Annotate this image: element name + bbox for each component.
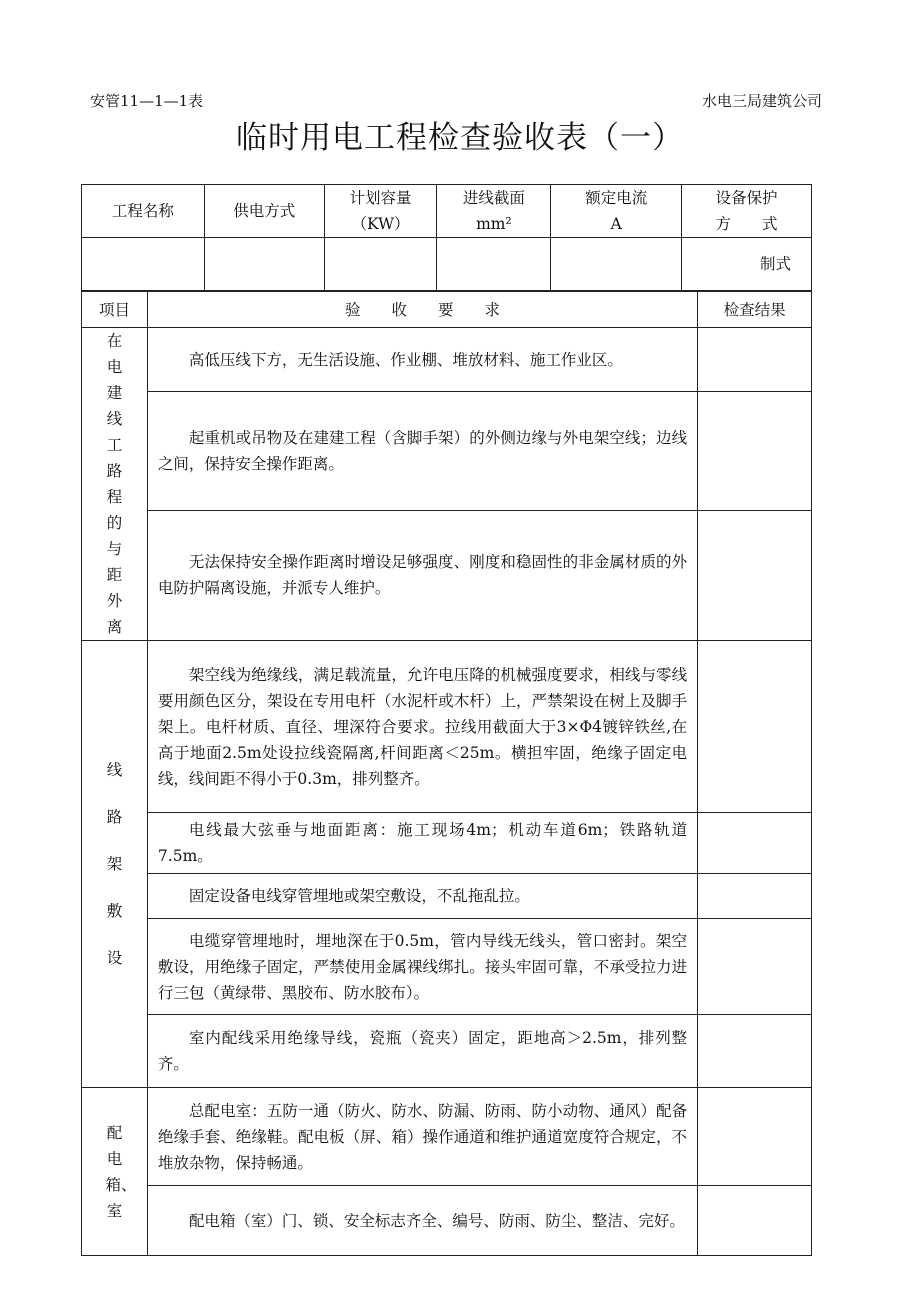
value-rated-current[interactable] — [551, 238, 682, 291]
header-cross-section-unit: mm² — [476, 215, 512, 233]
result-cell[interactable] — [698, 874, 812, 919]
header-cross-section — [437, 185, 551, 238]
col-result-header: 检查结果 — [698, 292, 812, 328]
col-item-header: 项目 — [82, 292, 148, 328]
requirement-row — [147, 874, 697, 919]
header-rated-current-unit: A — [610, 215, 622, 233]
result-cell[interactable] — [698, 328, 812, 392]
header-protection-label-2: 方 式 — [715, 215, 778, 233]
requirement-row — [147, 1088, 697, 1186]
value-protection[interactable]: 制式 — [682, 238, 812, 291]
value-capacity[interactable] — [324, 238, 437, 291]
value-project-name[interactable] — [82, 238, 205, 291]
project-info-table — [81, 184, 812, 291]
header-project-name: 工程名称 — [82, 185, 205, 238]
result-cell[interactable] — [698, 813, 812, 874]
category-line-erection — [82, 641, 148, 1088]
value-power-supply[interactable] — [204, 238, 324, 291]
header-capacity — [324, 185, 437, 238]
requirement-text: 架空线为绝缘线，满足载流量，允许电压降的机械强度要求，相线与零线要用颜色区分，架设在专用电杆（水泥杆或木杆）上，严禁架设在树上及脚手架上。电杆材质、直径、埋深符合要求。拉线用截面大于3×Φ4镀锌铁丝,在高于地面2.5m处设拉线瓷隔离,杆间距离＜25m。横担牢固，绝缘子固定电线，线间距不得小于0.3m，排列整齐。 — [157, 665, 688, 788]
category-label: 在电建线工路程的与距外离 — [106, 332, 123, 636]
col-requirement-header: 验 收 要 求 — [147, 292, 697, 328]
requirement-text: 电线最大弦垂与地面距离：施工现场4m；机动车道6m；铁路轨道7.5m。 — [157, 821, 688, 865]
requirement-text: 无法保持安全操作距离时增设足够强度、刚度和稳固性的非金属材质的外电防护隔离设施，并派专人维护。 — [157, 553, 688, 598]
requirement-text: 总配电室：五防一通（防火、防水、防漏、防雨、防小动物、通风）配备绝缘手套、绝缘鞋。配电板（屏、箱）操作通道和维护通道宽度符合规定，不堆放杂物，保持畅通。 — [157, 1101, 688, 1172]
header-power-supply: 供电方式 — [204, 185, 324, 238]
header-capacity-label: 计划容量 — [349, 189, 412, 207]
requirement-row — [147, 641, 697, 813]
requirement-row — [147, 919, 697, 1015]
requirement-row — [147, 1186, 697, 1256]
header-rated-current — [551, 185, 682, 238]
category-label: 配电箱、室 — [105, 1123, 137, 1220]
header-capacity-unit: （KW） — [351, 215, 410, 233]
requirement-row — [147, 813, 697, 874]
header-cross-section-label: 进线截面 — [462, 189, 525, 207]
company-name: 水电三局建筑公司 — [701, 92, 822, 110]
form-number: 安管11—1—1表 — [90, 92, 204, 110]
result-cell[interactable] — [698, 1015, 812, 1088]
result-cell[interactable] — [698, 510, 812, 640]
requirement-row — [147, 392, 697, 511]
header-protection — [682, 185, 812, 238]
requirement-text: 起重机或吊物及在建建工程（含脚手架）的外侧边缘与外电架空线；边线之间，保持安全操作距离。 — [157, 429, 688, 474]
value-cross-section[interactable] — [437, 238, 551, 291]
requirement-text: 电缆穿管埋地时，埋地深在于0.5m，管内导线无线头，管口密封。架空敷设，用绝缘子固定，严禁使用金属裸线绑扎。接头牢固可靠，不承受拉力进行三包（黄绿带、黑胶布、防水胶布）。 — [157, 931, 688, 1002]
requirement-text: 固定设备电线穿管埋地或架空敷设，不乱拖乱拉。 — [188, 887, 530, 905]
inspection-table — [81, 291, 812, 1256]
result-cell[interactable] — [698, 1088, 812, 1186]
category-external-power-distance — [82, 328, 148, 641]
requirement-row — [147, 328, 697, 392]
result-cell[interactable] — [698, 641, 812, 813]
category-distribution-box — [82, 1088, 148, 1256]
page-title: 临时用电工程检查验收表（一） — [236, 120, 684, 156]
requirement-row — [147, 510, 697, 640]
requirement-text: 室内配线采用绝缘导线，瓷瓶（瓷夹）固定，距地高＞2.5m，排列整齐。 — [157, 1029, 688, 1073]
requirement-text: 高低压线下方，无生活设施、作业棚、堆放材料、施工作业区。 — [188, 350, 623, 369]
result-cell[interactable] — [698, 1186, 812, 1256]
requirement-text: 配电箱（室）门、锁、安全标志齐全、编号、防雨、防尘、整洁、完好。 — [188, 1211, 685, 1230]
result-cell[interactable] — [698, 392, 812, 511]
header-protection-label: 设备保护 — [715, 189, 778, 207]
header-rated-current-label: 额定电流 — [585, 189, 648, 207]
requirement-row — [147, 1015, 697, 1088]
category-label: 线路架敷设 — [106, 760, 123, 967]
result-cell[interactable] — [698, 919, 812, 1015]
